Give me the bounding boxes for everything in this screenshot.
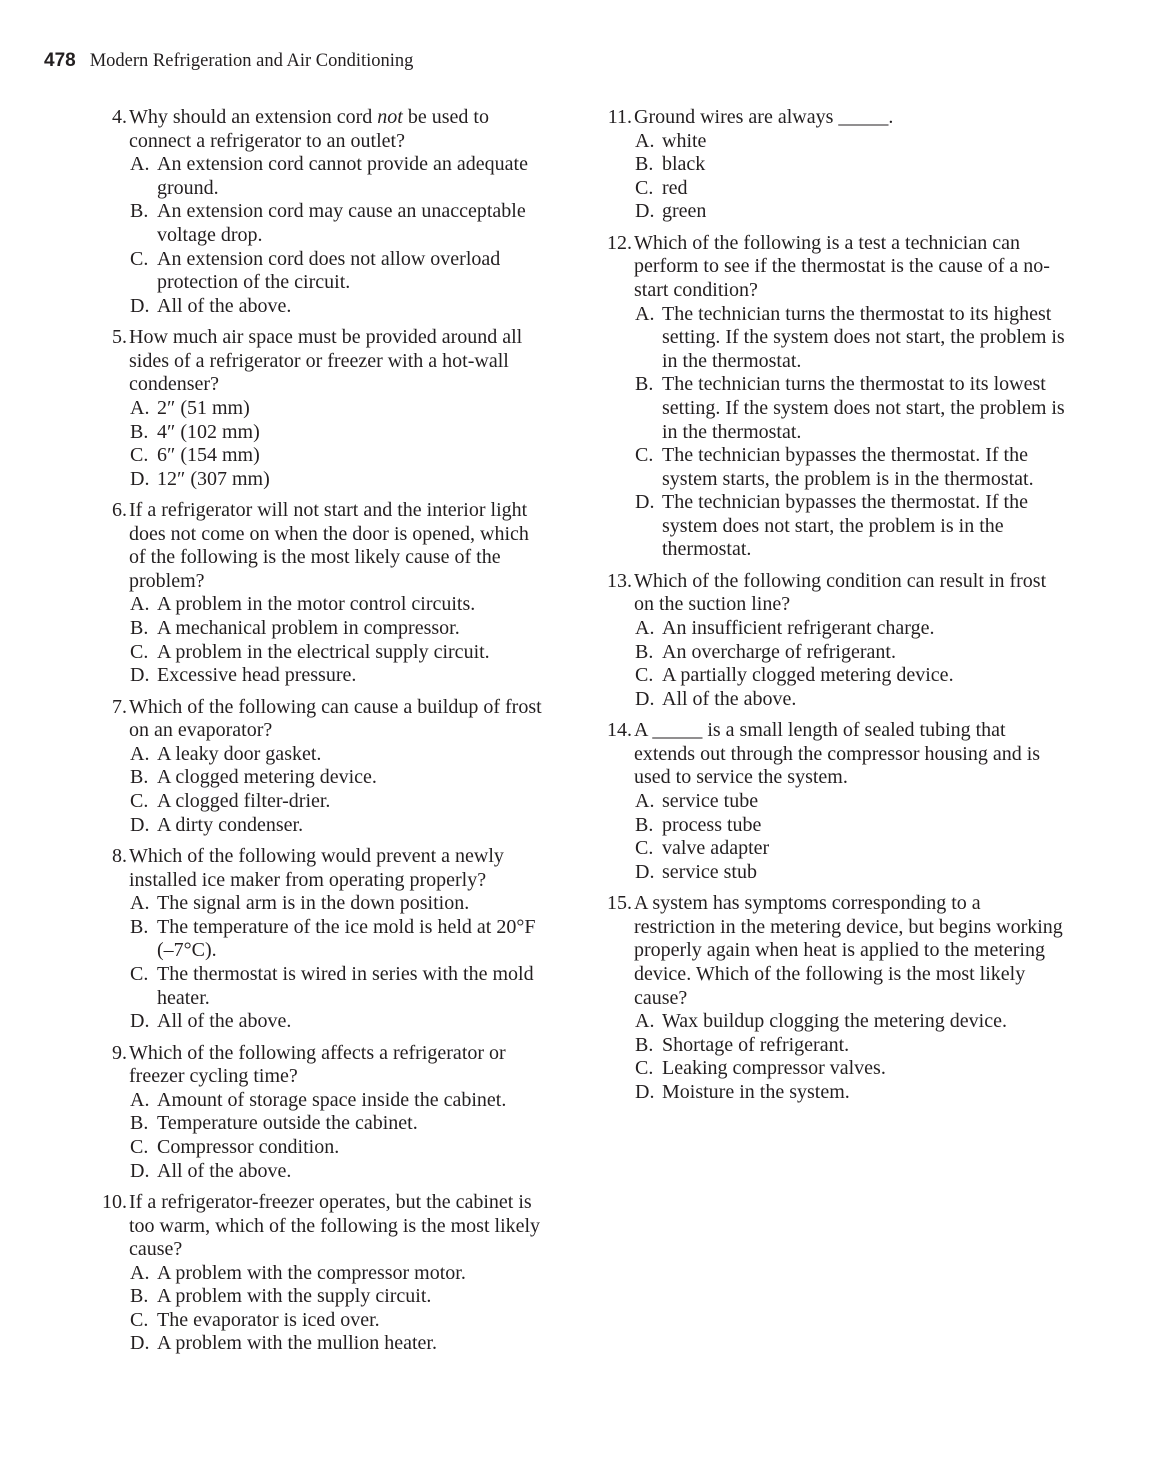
answer-option xyxy=(605,373,1065,444)
option-letter: A. xyxy=(635,1010,655,1033)
option-text: A problem with the compressor motor. xyxy=(157,1261,466,1284)
option-text: The technician turns the thermostat to its lowest setting. If the system does not start, the problem is in the thermostat. xyxy=(662,373,1065,443)
option-text: The technician turns the thermostat to its highest setting. If the system does not start, the problem is in the thermostat. xyxy=(662,302,1065,372)
option-letter: A. xyxy=(635,129,655,152)
option-letter: C. xyxy=(635,664,654,687)
answer-option xyxy=(100,200,550,247)
answer-option xyxy=(605,444,1065,491)
option-text: A problem in the motor control circuits. xyxy=(157,593,476,616)
option-text: An overcharge of refrigerant. xyxy=(662,640,896,663)
question xyxy=(605,232,1065,562)
question-number: 9. xyxy=(112,1041,127,1064)
right-column xyxy=(605,106,1065,1112)
option-letter: C. xyxy=(130,640,149,663)
option-text: A leaky door gasket. xyxy=(157,742,322,765)
option-letter: B. xyxy=(130,420,149,443)
option-text: valve adapter xyxy=(662,837,770,860)
option-letter: B. xyxy=(635,640,654,663)
question-number: 6. xyxy=(112,499,127,522)
question-number: 7. xyxy=(112,695,127,718)
option-text: The technician bypasses the thermostat. If the system starts, the problem is in the thermostat. xyxy=(662,444,1034,490)
answer-option xyxy=(100,153,550,200)
answer-option xyxy=(100,397,550,421)
option-letter: D. xyxy=(635,1080,655,1103)
stem-text: If a refrigerator-freezer operates, but the cabinet is too warm, which of the following is the most likely cause? xyxy=(129,1190,541,1261)
option-letter: B. xyxy=(130,200,149,223)
option-text: 2″ (51 mm) xyxy=(157,396,250,419)
option-letter: D. xyxy=(130,1010,150,1033)
answer-option xyxy=(100,1309,550,1333)
answer-option xyxy=(100,1160,550,1184)
option-text: Shortage of refrigerant. xyxy=(662,1033,850,1056)
answer-option xyxy=(605,617,1065,641)
question xyxy=(100,1191,550,1356)
option-letter: C. xyxy=(130,247,149,270)
option-letter: C. xyxy=(130,1135,149,1158)
question-stem xyxy=(100,1191,550,1262)
option-text: All of the above. xyxy=(157,1159,292,1182)
answer-option xyxy=(605,664,1065,688)
stem-text: Which of the following affects a refrigerator or freezer cycling time? xyxy=(129,1041,506,1088)
answer-option xyxy=(100,617,550,641)
option-letter: B. xyxy=(130,1285,149,1308)
option-text: Leaking compressor valves. xyxy=(662,1057,886,1080)
question-stem xyxy=(605,570,1065,617)
answer-option xyxy=(100,1285,550,1309)
answer-option xyxy=(100,743,550,767)
option-letter: D. xyxy=(130,1332,150,1355)
option-text: All of the above. xyxy=(157,1010,292,1033)
option-letter: D. xyxy=(130,664,150,687)
option-text: Moisture in the system. xyxy=(662,1080,850,1103)
option-letter: A. xyxy=(635,790,655,813)
stem-text: A system has symptoms corresponding to a restriction in the metering device, but begins working properly again when heat is applied to the metering device. Which of the following is the most likely cause? xyxy=(634,892,1063,1009)
question-number: 14. xyxy=(607,719,632,742)
option-text: The signal arm is in the down position. xyxy=(157,892,470,915)
option-text: The thermostat is wired in series with the mold heater. xyxy=(157,962,534,1009)
option-text: A problem in the electrical supply circuit. xyxy=(157,640,490,663)
option-letter: A. xyxy=(130,1261,150,1284)
question-stem xyxy=(605,719,1065,790)
answer-option xyxy=(605,153,1065,177)
option-letter: A. xyxy=(130,742,150,765)
option-letter: C. xyxy=(130,1308,149,1331)
option-text: A problem with the supply circuit. xyxy=(157,1285,432,1308)
option-text: The evaporator is iced over. xyxy=(157,1308,380,1331)
answer-option xyxy=(100,593,550,617)
question xyxy=(100,106,550,318)
question xyxy=(605,106,1065,224)
question-number: 15. xyxy=(607,892,632,915)
option-text: Excessive head pressure. xyxy=(157,664,357,687)
option-letter: B. xyxy=(130,915,149,938)
question-number: 4. xyxy=(112,106,127,128)
option-text: All of the above. xyxy=(157,294,292,317)
option-letter: A. xyxy=(130,153,150,176)
option-letter: D. xyxy=(635,491,655,514)
answer-option xyxy=(100,641,550,665)
option-text: A clogged filter-drier. xyxy=(157,790,331,813)
option-text: The technician bypasses the thermostat. If the system does not start, the problem is in the thermostat. xyxy=(662,491,1028,561)
answer-option xyxy=(605,303,1065,374)
option-letter: C. xyxy=(130,962,149,985)
option-text: 6″ (154 mm) xyxy=(157,444,260,467)
option-text: process tube xyxy=(662,813,762,836)
option-text: An extension cord may cause an unacceptable voltage drop. xyxy=(157,200,526,246)
left-column xyxy=(100,106,550,1364)
book-title: Modern Refrigeration and Air Conditioning xyxy=(89,51,414,71)
option-text: Temperature outside the cabinet. xyxy=(157,1112,418,1135)
option-letter: C. xyxy=(130,444,149,467)
question xyxy=(100,499,550,688)
question xyxy=(100,845,550,1034)
question-stem xyxy=(100,326,550,397)
stem-text: Why should an extension cord xyxy=(129,106,378,128)
stem-text: be used to connect a refrigerator to an outlet? xyxy=(129,106,489,152)
option-text: A partially clogged metering device. xyxy=(662,664,954,687)
option-text: white xyxy=(662,129,707,152)
option-letter: A. xyxy=(130,892,150,915)
answer-option xyxy=(100,814,550,838)
stem-text: Which of the following is a test a technician can perform to see if the thermostat is the cause of a no-start condition? xyxy=(634,231,1050,301)
question-stem xyxy=(100,1042,550,1089)
option-text: A dirty condenser. xyxy=(157,813,304,836)
question-number: 13. xyxy=(607,569,632,592)
option-text: The temperature of the ice mold is held at 20°F (–7°C). xyxy=(157,915,536,962)
stem-text: Which of the following would prevent a newly installed ice maker from operating properly? xyxy=(129,845,504,891)
answer-option xyxy=(100,963,550,1010)
question-stem xyxy=(605,892,1065,1010)
answer-option xyxy=(100,790,550,814)
question xyxy=(100,696,550,838)
option-text: 4″ (102 mm) xyxy=(157,420,260,443)
option-letter: A. xyxy=(130,396,150,419)
answer-option xyxy=(100,766,550,790)
question-number: 8. xyxy=(112,845,127,867)
option-letter: D. xyxy=(635,200,655,223)
option-text: All of the above. xyxy=(662,687,797,710)
option-letter: D. xyxy=(635,860,655,883)
stem-text: Ground wires are always _____. xyxy=(634,106,894,128)
answer-option xyxy=(100,248,550,295)
answer-option xyxy=(605,177,1065,201)
option-letter: B. xyxy=(635,153,654,176)
option-letter: C. xyxy=(635,176,654,199)
question xyxy=(605,719,1065,884)
page-header xyxy=(44,50,413,72)
option-text: green xyxy=(662,200,707,223)
page-number: 478 xyxy=(44,50,76,71)
stem-text: How much air space must be provided around all sides of a refrigerator or freezer with a hot-wall condenser? xyxy=(129,326,523,396)
answer-option xyxy=(605,1034,1065,1058)
question xyxy=(100,326,550,491)
question-stem xyxy=(100,696,550,743)
option-text: Wax buildup clogging the metering device. xyxy=(662,1010,1007,1033)
question-stem xyxy=(100,499,550,593)
option-letter: D. xyxy=(635,687,655,710)
option-letter: B. xyxy=(130,766,149,789)
option-text: A problem with the mullion heater. xyxy=(157,1332,437,1355)
question-number: 5. xyxy=(112,326,127,349)
option-text: An insufficient refrigerant charge. xyxy=(662,617,935,640)
option-letter: A. xyxy=(130,1088,150,1111)
option-letter: C. xyxy=(635,837,654,860)
answer-option xyxy=(605,1057,1065,1081)
option-letter: D. xyxy=(130,1159,150,1182)
option-letter: B. xyxy=(130,617,149,640)
question xyxy=(100,1042,550,1184)
answer-option xyxy=(100,1112,550,1136)
option-text: A mechanical problem in compressor. xyxy=(157,617,460,640)
option-text: black xyxy=(662,153,706,176)
answer-option xyxy=(100,421,550,445)
option-letter: B. xyxy=(635,1033,654,1056)
answer-option xyxy=(100,1136,550,1160)
question xyxy=(605,892,1065,1104)
answer-option xyxy=(100,664,550,688)
option-letter: D. xyxy=(130,294,150,317)
option-text: service stub xyxy=(662,860,757,883)
option-letter: B. xyxy=(635,373,654,396)
option-letter: A. xyxy=(635,302,655,325)
option-text: An extension cord does not allow overload protection of the circuit. xyxy=(157,247,501,294)
answer-option xyxy=(100,444,550,468)
question-stem xyxy=(605,106,1065,130)
option-text: A clogged metering device. xyxy=(157,766,377,789)
option-letter: A. xyxy=(130,593,150,616)
answer-option xyxy=(605,861,1065,885)
answer-option xyxy=(100,468,550,492)
option-text: An extension cord cannot provide an adequate ground. xyxy=(157,153,528,199)
answer-option xyxy=(100,1089,550,1113)
option-letter: C. xyxy=(635,1057,654,1080)
answer-option xyxy=(605,1081,1065,1105)
option-letter: B. xyxy=(130,1112,149,1135)
option-letter: D. xyxy=(130,813,150,836)
stem-text: A _____ is a small length of sealed tubing that extends out through the compressor housing and is used to service the system. xyxy=(634,719,1041,789)
option-text: 12″ (307 mm) xyxy=(157,467,270,490)
option-text: red xyxy=(662,176,688,199)
answer-option xyxy=(605,837,1065,861)
option-letter: B. xyxy=(635,813,654,836)
option-text: service tube xyxy=(662,790,759,813)
question-stem xyxy=(100,106,550,153)
stem-text: Which of the following condition can result in frost on the suction line? xyxy=(634,569,1047,616)
option-letter: C. xyxy=(130,790,149,813)
answer-option xyxy=(605,491,1065,562)
option-text: Amount of storage space inside the cabinet. xyxy=(157,1088,507,1111)
answer-option xyxy=(605,790,1065,814)
answer-option xyxy=(100,1262,550,1286)
answer-option xyxy=(100,892,550,916)
answer-option xyxy=(605,641,1065,665)
answer-option xyxy=(605,688,1065,712)
answer-option xyxy=(100,1010,550,1034)
answer-option xyxy=(605,1010,1065,1034)
stem-text: If a refrigerator will not start and the interior light does not come on when the door is opened, which of the following is the most likely cause of the problem? xyxy=(129,499,529,592)
answer-option xyxy=(605,814,1065,838)
stem-text: Which of the following can cause a buildup of frost on an evaporator? xyxy=(129,695,542,742)
answer-option xyxy=(100,1332,550,1356)
question-stem xyxy=(100,845,550,892)
question-number: 10. xyxy=(102,1190,127,1213)
question-stem xyxy=(605,232,1065,303)
option-letter: A. xyxy=(635,617,655,640)
question-number: 12. xyxy=(607,231,632,254)
answer-option xyxy=(605,130,1065,154)
question xyxy=(605,570,1065,712)
answer-option xyxy=(605,200,1065,224)
question-number: 11. xyxy=(607,106,632,128)
option-letter: D. xyxy=(130,467,150,490)
answer-option xyxy=(100,295,550,319)
answer-option xyxy=(100,916,550,963)
option-text: Compressor condition. xyxy=(157,1135,340,1158)
stem-emphasis: not xyxy=(377,106,403,128)
option-letter: C. xyxy=(635,444,654,467)
